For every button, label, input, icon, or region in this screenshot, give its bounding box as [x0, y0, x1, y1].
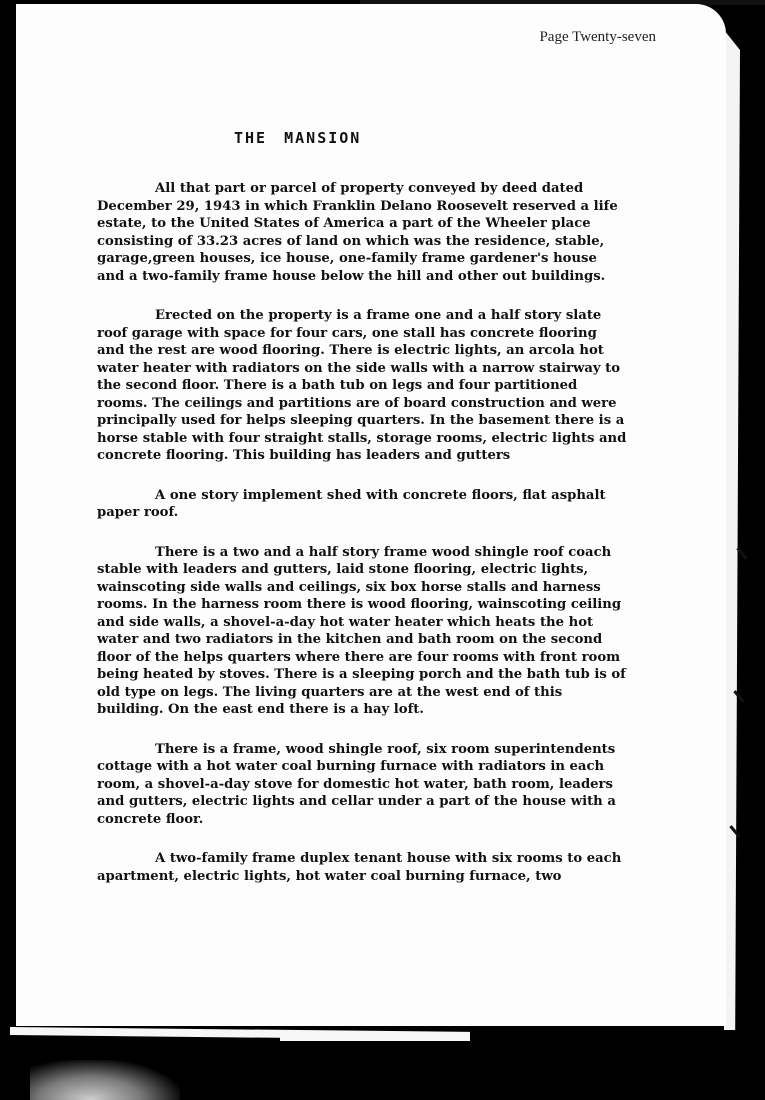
paragraph-garage: Erected on the property is a frame one and a half story slate roof garage with space for four cars, one stall has concrete flooring and the rest are wood flooring. There is electric lights, an arcola hot water heater with radiators on the side walls with a narrow stairway to the second floor. There is a bath tub on legs and four partitioned rooms. The ceilings and partitions are of board construction and were principally used for helps sleeping quarters. In the basement there is a horse stable with four straight stalls, storage rooms, electric lights and concrete flooring. This building has leaders and gutters	[97, 308, 627, 463]
paragraph-tenant-house: A two-family frame duplex tenant house with six rooms to each apartment, electric lights, hot water coal burning furnace, two	[97, 851, 622, 884]
paragraph-coach-stable: There is a two and a half story frame wood shingle roof coach stable with leaders and gutters, laid stone flooring, electric lights, wainscoting side walls and ceilings, six box horse stalls and harness rooms. In the harness room there is wood flooring, wainscoting ceiling and side walls, a shovel-a-day hot water heater which heats the hot water and two radiators in the kitchen and bath room on the second floor of the helps quarters where there are four rooms with front room being heated by stoves. There is a sleeping porch and the bath tub is of old type on legs. The living quarters are at the west end of this building. On the east end there is a hay loft.	[97, 544, 626, 717]
paragraph-implement-shed: A one story implement shed with concrete floors, flat asphalt paper roof.	[97, 487, 606, 520]
edge-mark	[736, 547, 747, 560]
paragraph-property-conveyance: All that part or parcel of property conveyed by deed dated December 29, 1943 in which Franklin Delano Roosevelt reserved a life estate, to the United States of America a part of the Wheeler place consisting of 33.23 acres of land on which was the residence, stable, garage,green houses, ice house, one-family frame gardener's house and a two-family frame house below the hill and other out buildings.	[97, 181, 618, 284]
page-title: THE MANSION	[234, 129, 362, 147]
document-body	[97, 180, 627, 907]
underlying-page-edge	[724, 30, 740, 1030]
paragraph-superintendents-cottage: There is a frame, wood shingle roof, six room superintendents cottage with a hot water coal burning furnace with radiators in each room, a shovel-a-day stove for domestic hot water, bath room, leaders and gutters, electric lights and cellar under a part of the house with a concrete floor.	[97, 741, 616, 827]
underlying-page-bottom-edge-2	[280, 1033, 470, 1041]
page-number: Page Twenty-seven	[539, 29, 656, 45]
scan-shadow	[30, 1060, 180, 1100]
